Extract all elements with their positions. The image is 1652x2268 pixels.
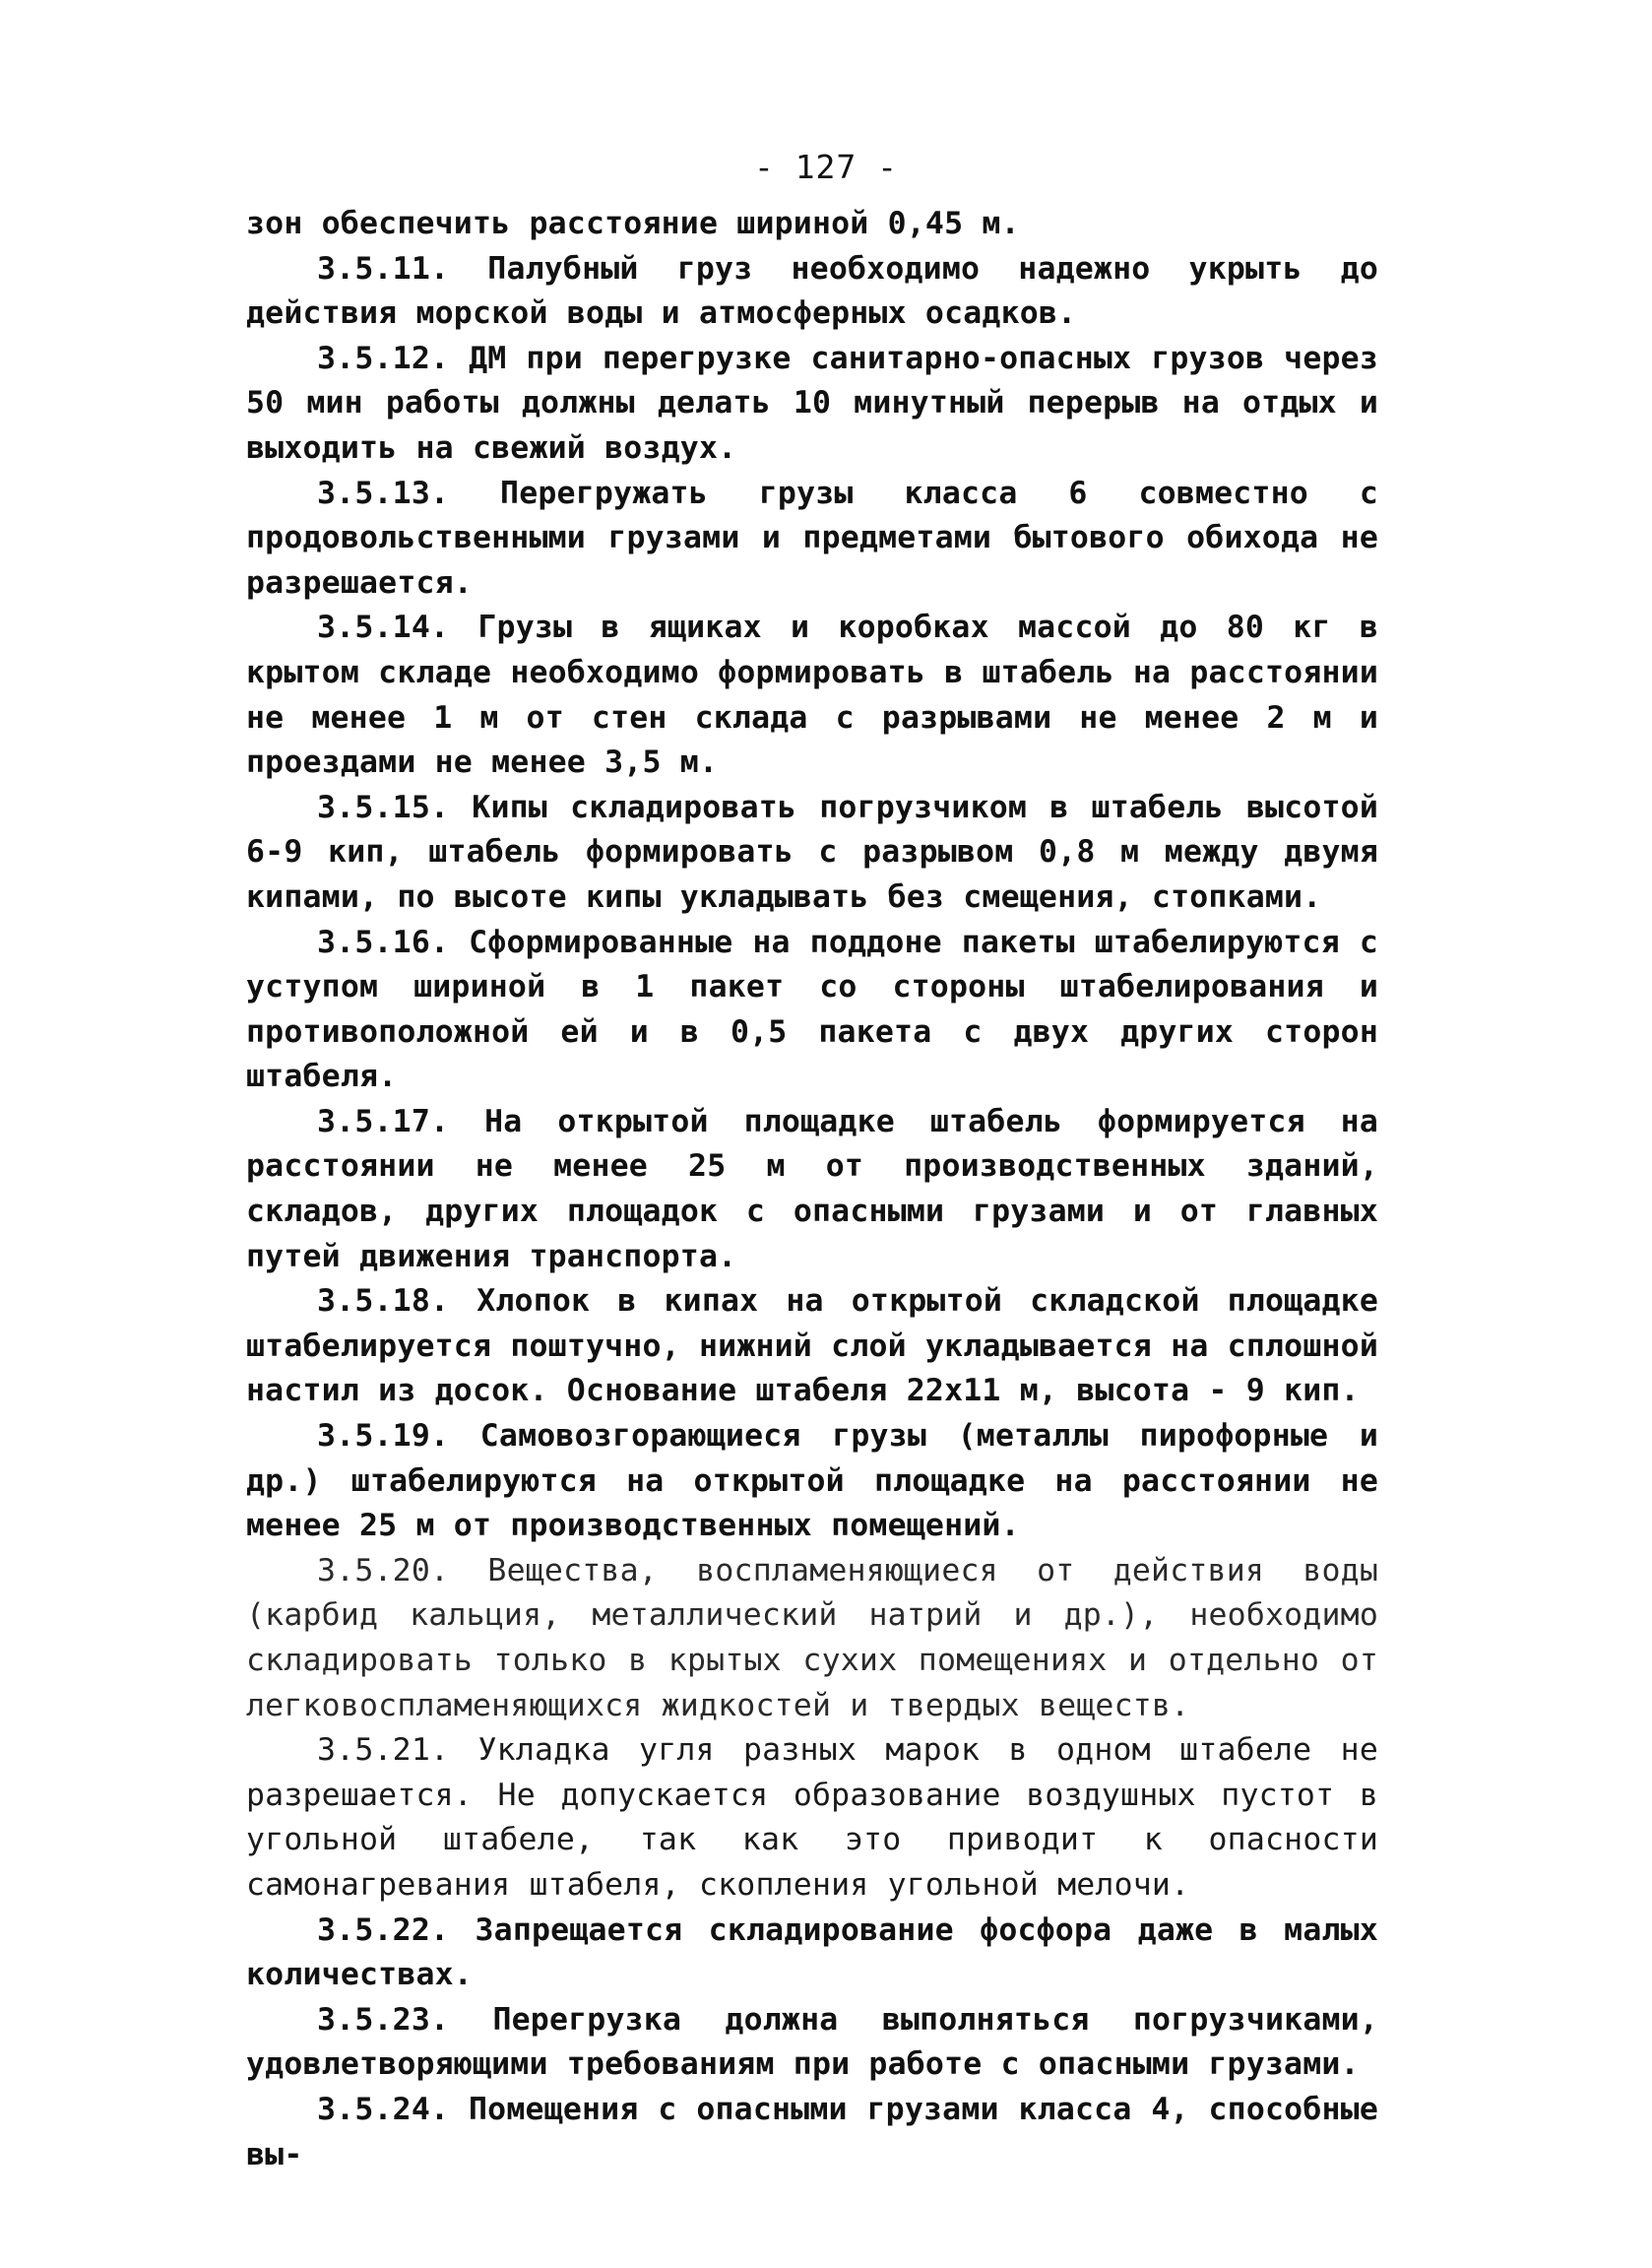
paragraph-3-5-20: 3.5.20. Вещества, воспламеняющиеся от действия воды (карбид кальция, металлический натрий и др.), необходимо складировать только в крытых сухих помещениях и отдельно от легковоспламеняющихся жидкостей и твердых веществ. — [246, 1552, 1378, 1723]
paragraph-3-5-11: 3.5.11. Палубный груз необходимо надежно укрыть до действия морской воды и атмосферных осадков. — [246, 250, 1378, 332]
paragraph-3-5-19: 3.5.19. Самовозгорающиеся грузы (металлы пирофорные и др.) штабелируются на открытой площадке на расстоянии не менее 25 м от производственных помещений. — [246, 1418, 1378, 1544]
paragraph-3-5-23: 3.5.23. Перегрузка должна выполняться погрузчиками, удовлетворяющими требованиям при работе с опасными грузами. — [246, 2001, 1378, 2083]
paragraph-3-5-22: 3.5.22. Запрещается складирование фосфора даже в малых количествах. — [246, 1912, 1378, 1993]
document-body — [246, 202, 1378, 2177]
page-number: - 127 - — [753, 148, 899, 186]
paragraph-3-5-16: 3.5.16. Сформированные на поддоне пакеты штабелируются с уступом шириной в 1 пакет со стороны штабелирования и противоположной ей и в 0,5 пакета с двух других сторон штабеля. — [246, 924, 1378, 1095]
paragraph-3-5-24: 3.5.24. Помещения с опасными грузами класса 4, способные вы- — [246, 2091, 1378, 2172]
paragraph-continuation: зон обеспечить расстояние шириной 0,45 м. — [246, 206, 1020, 241]
paragraph-3-5-18: 3.5.18. Хлопок в кипах на открытой складской площадке штабелируется поштучно, нижний слой укладывается на сплошной настил из досок. Основание штабеля 22х11 м, высота - 9 кип. — [246, 1283, 1378, 1409]
paragraph-3-5-12: 3.5.12. ДМ при перегрузке санитарно-опасных грузов через 50 мин работы должны делать 10 минутный перерыв на отдых и выходить на свежий воздух. — [246, 340, 1378, 466]
paragraph-3-5-15: 3.5.15. Кипы складировать погрузчиком в штабель высотой 6-9 кип, штабель формировать с разрывом 0,8 м между двумя кипами, по высоте кипы укладывать без смещения, стопками. — [246, 789, 1378, 915]
paragraph-3-5-14: 3.5.14. Грузы в ящиках и коробках массой до 80 кг в крытом складе необходимо формировать в штабель на расстоянии не менее 1 м от стен склада с разрывами не менее 2 м и проездами не менее 3,5 м. — [246, 610, 1378, 781]
paragraph-3-5-13: 3.5.13. Перегружать грузы класса 6 совместно с продовольственными грузами и предметами бытового обихода не разрешается. — [246, 475, 1378, 601]
paragraph-3-5-21: 3.5.21. Укладка угля разных марок в одном штабеле не разрешается. Не допускается образование воздушных пустот в угольной штабеле, так как это приводит к опасности самонагревания штабеля, скопления угольной мелочи. — [246, 1732, 1378, 1903]
paragraph-3-5-17: 3.5.17. На открытой площадке штабель формируется на расстоянии не менее 25 м от производственных зданий, складов, других площадок с опасными грузами и от главных путей движения транспорта. — [246, 1103, 1378, 1274]
